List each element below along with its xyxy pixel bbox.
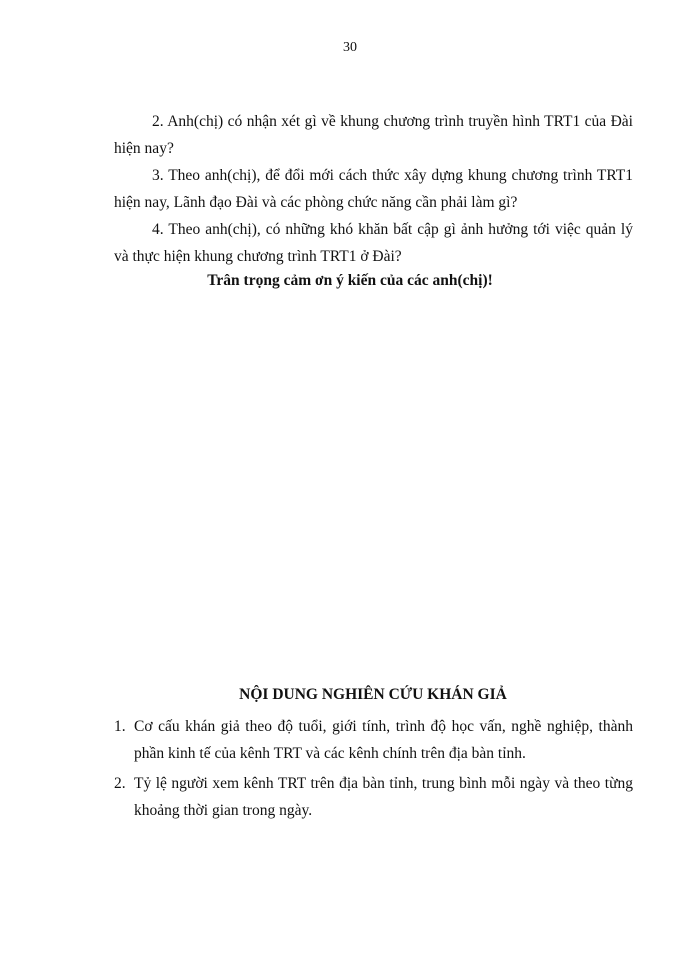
section-title: NỘI DUNG NGHIÊN CỨU KHÁN GIẢ [239,686,507,703]
list-item-text: Tỷ lệ người xem kênh TRT trên địa bàn tỉnh, trung bình mỗi ngày và theo từng khoảng thời gian trong ngày. [134,775,633,819]
list-item [114,713,633,767]
list-item-number: 2. [114,775,126,792]
list-item-number: 1. [114,718,126,735]
page-number: 30 [343,40,357,55]
question-3: 3. Theo anh(chị), để đổi mới cách thức xây dựng khung chương trình TRT1 hiện nay, Lãnh đạo Đài và các phòng chức năng cần phải làm gì? [114,167,633,211]
closing-thanks: Trân trọng cảm ơn ý kiến của các anh(chị)! [207,272,493,289]
question-2: 2. Anh(chị) có nhận xét gì về khung chương trình truyền hình TRT1 của Đài hiện nay? [114,113,633,157]
question-4: 4. Theo anh(chị), có những khó khăn bất cập gì ảnh hưởng tới việc quản lý và thực hiện khung chương trình TRT1 ở Đài? [114,221,633,265]
list-item [114,770,633,824]
list-item-text: Cơ cấu khán giả theo độ tuổi, giới tính, trình độ học vấn, nghề nghiệp, thành phần kinh tế của kênh TRT và các kênh chính trên địa bàn tỉnh. [134,718,633,762]
research-items-list [114,713,633,827]
